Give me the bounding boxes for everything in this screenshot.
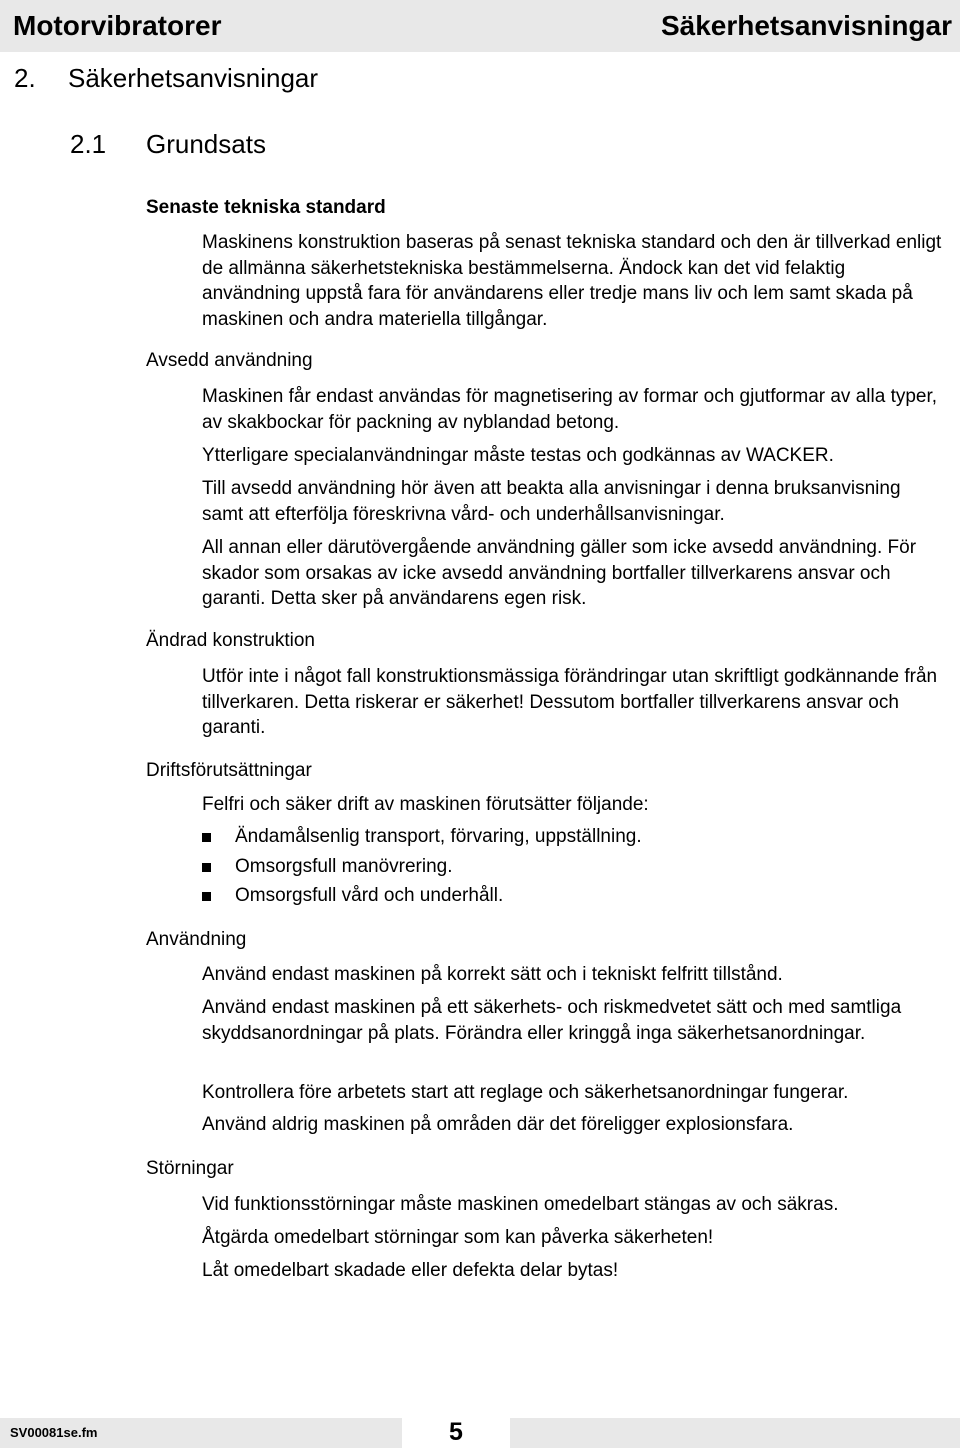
paragraph: Använd endast maskinen på korrekt sätt och i tekniskt felfritt tillstånd. (202, 964, 783, 985)
footer-file-name: SV00081se.fm (10, 1425, 98, 1440)
chapter-title: Säkerhetsanvisningar (68, 63, 319, 93)
heading-storningar: Störningar (146, 1158, 234, 1179)
paragraph: Låt omedelbart skadade eller defekta delar bytas! (202, 1260, 619, 1281)
page-number: 5 (402, 1418, 510, 1448)
list-item (202, 881, 922, 911)
paragraph: Ytterligare specialanvändningar måste testas och godkännas av WACKER. (202, 445, 834, 466)
paragraph: Vid funktionsstörningar måste maskinen omedelbart stängas av och säkras. (202, 1194, 839, 1215)
paragraph: Maskinen får endast användas för magnetisering av formar och gjutformar av alla typer, av skakbockar för packning av nyblandad betong. (202, 386, 938, 433)
heading-senaste-tekniska-standard: Senaste tekniska standard (146, 197, 386, 218)
section-number: 2.1 (70, 129, 107, 159)
requirements-list (202, 822, 922, 911)
square-bullet-icon (202, 833, 211, 842)
square-bullet-icon (202, 863, 211, 872)
paragraph: Använd endast maskinen på ett säkerhets- och riskmedvetet sätt och med samtliga skyddsanordningar på plats. Förändra eller kringgå inga säkerhetsanordningar. (202, 997, 902, 1044)
paragraph: Utför inte i något fall konstruktionsmässiga förändringar utan skriftligt godkännande från tillverkaren. Detta riskerar er säkerhet! Dessutom bortfaller tillverkarens ansvar och garanti. (202, 666, 938, 738)
chapter-heading (14, 63, 318, 94)
paragraph: Maskinens konstruktion baseras på senast tekniska standard och den är tillverkad enligt de allmänna säkerhetstekniska bestämmelserna. Ändock kan det vid felaktig användning uppstå fara för användarens eller tredje mans liv och lem samt skada på maskinen och andra materiella tillgångar. (202, 232, 942, 330)
square-bullet-icon (202, 892, 211, 901)
paragraph: Åtgärda omedelbart störningar som kan påverka säkerheten! (202, 1227, 714, 1248)
list-item-text: Omsorgsfull manövrering. (235, 855, 453, 877)
heading-avsedd-anvandning: Avsedd användning (146, 350, 313, 371)
section-title: Grundsats (146, 129, 266, 159)
list-item-text: Ändamålsenlig transport, förvaring, uppställning. (235, 826, 642, 847)
document-title: Motorvibratorer (13, 10, 222, 41)
chapter-number: 2. (14, 63, 36, 93)
heading-driftsforutsattningar: Driftsförutsättningar (146, 760, 312, 781)
list-item-text: Omsorgsfull vård och underhåll. (235, 885, 504, 906)
paragraph: Till avsedd användning hör även att beakta alla anvisningar i denna bruksanvisning samt att efterfölja föreskrivna vård- och underhållsanvisningar. (202, 478, 901, 525)
heading-andrad-konstruktion: Ändrad konstruktion (146, 630, 315, 651)
paragraph: All annan eller därutövergående användning gäller som icke avsedd användning. För skador som orsakas av icke avsedd användning bortfaller tillverkarens ansvar och garanti. Detta sker på användarens egen risk. (202, 537, 917, 609)
list-item (202, 852, 922, 882)
chapter-header-title: Säkerhetsanvisningar (660, 10, 952, 41)
heading-anvandning: Användning (146, 929, 247, 950)
list-item (202, 822, 922, 852)
paragraph: Använd aldrig maskinen på områden där det föreligger explosionsfara. (202, 1114, 794, 1135)
paragraph: Felfri och säker drift av maskinen förutsätter följande: (202, 794, 649, 815)
section-heading (70, 129, 266, 160)
paragraph: Kontrollera före arbetets start att reglage och säkerhetsanordningar fungerar. (202, 1082, 849, 1103)
